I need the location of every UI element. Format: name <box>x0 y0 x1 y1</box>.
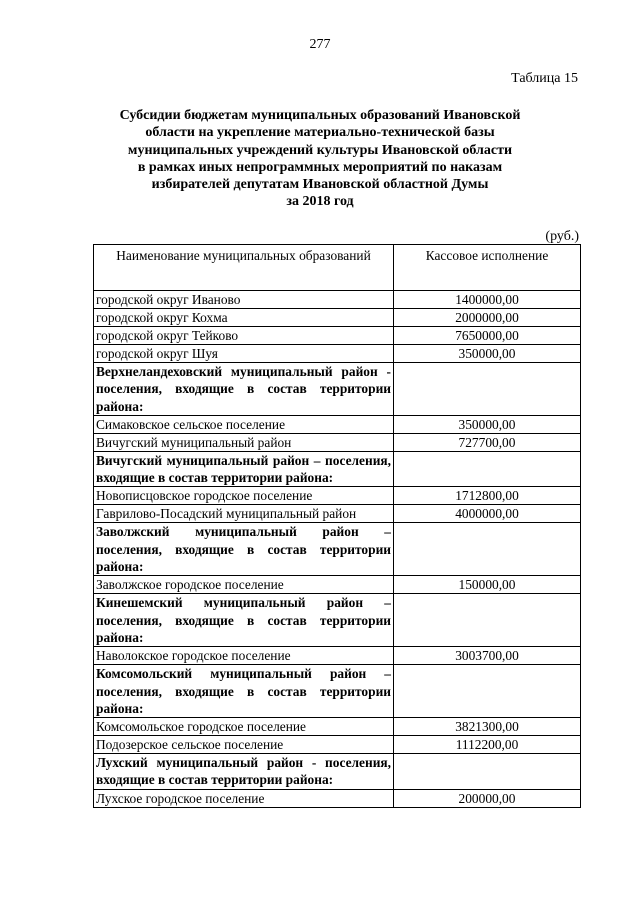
municipality-cell: Комсомольское городское поселение <box>94 718 394 736</box>
table-group-row <box>94 523 581 576</box>
municipality-cell: городской округ Иваново <box>94 291 394 309</box>
table-row <box>94 345 581 363</box>
table-row <box>94 309 581 327</box>
table-row <box>94 433 581 451</box>
table-row <box>94 415 581 433</box>
municipality-cell: городской округ Шуя <box>94 345 394 363</box>
municipality-cell: городской округ Кохма <box>94 309 394 327</box>
municipality-cell: Заволжское городское поселение <box>94 576 394 594</box>
table-row <box>94 647 581 665</box>
table-body <box>94 291 581 808</box>
table-row <box>94 291 581 309</box>
title-line: муниципальных учреждений культуры Ивановской области <box>127 142 513 158</box>
municipality-cell: Подозерское сельское поселение <box>94 736 394 754</box>
group-heading-cell: Лухский муниципальный район - поселения, входящие в состав территории района: <box>94 754 394 790</box>
table-row <box>94 505 581 523</box>
document-title <box>100 107 540 211</box>
amount-cell <box>394 594 581 647</box>
amount-cell: 150000,00 <box>394 576 581 594</box>
title-line: в рамках иных непрограммных мероприятий по наказам <box>137 159 503 175</box>
amount-cell: 7650000,00 <box>394 327 581 345</box>
amount-cell <box>394 754 581 790</box>
table-header-row <box>94 245 581 291</box>
municipality-cell: Вичугский муниципальный район <box>94 433 394 451</box>
title-line: Субсидии бюджетам муниципальных образований Ивановской <box>119 108 521 123</box>
table-row <box>94 789 581 807</box>
table-group-row <box>94 363 581 416</box>
amount-cell <box>394 523 581 576</box>
amount-cell: 3821300,00 <box>394 718 581 736</box>
table-group-row <box>94 754 581 790</box>
group-heading-cell: Вичугский муниципальный район – поселения, входящие в состав территории района: <box>94 451 394 487</box>
title-line: за 2018 год <box>286 194 354 210</box>
amount-cell: 3003700,00 <box>394 647 581 665</box>
amount-cell: 1112200,00 <box>394 736 581 754</box>
amount-cell <box>394 363 581 416</box>
amount-cell: 200000,00 <box>394 789 581 807</box>
municipality-cell: Новописцовское городское поселение <box>94 487 394 505</box>
table-row <box>94 736 581 754</box>
municipality-cell: Симаковское сельское поселение <box>94 415 394 433</box>
table-group-row <box>94 451 581 487</box>
amount-cell: 4000000,00 <box>394 505 581 523</box>
table-row <box>94 327 581 345</box>
municipality-cell: Гаврилово-Посадский муниципальный район <box>94 505 394 523</box>
table-group-row <box>94 665 581 718</box>
title-line: избирателей депутатам Ивановской областной Думы <box>151 177 489 193</box>
group-heading-cell: Кинешемский муниципальный район – поселения, входящие в состав территории района: <box>94 594 394 647</box>
municipality-cell: Лухское городское поселение <box>94 789 394 807</box>
amount-cell: 727700,00 <box>394 433 581 451</box>
table-row <box>94 718 581 736</box>
amount-cell: 350000,00 <box>394 415 581 433</box>
table-number: Таблица 15 <box>511 71 578 86</box>
table-row <box>94 487 581 505</box>
amount-cell: 1400000,00 <box>394 291 581 309</box>
table-group-row <box>94 594 581 647</box>
amount-cell <box>394 451 581 487</box>
page-number: 277 <box>309 37 331 52</box>
unit-label: (руб.) <box>545 229 579 244</box>
amount-cell <box>394 665 581 718</box>
group-heading-cell: Комсомольский муниципальный район – поселения, входящие в состав территории района: <box>94 665 394 718</box>
subsidy-table <box>93 244 581 808</box>
table-row <box>94 576 581 594</box>
title-line: области на укрепление материально-технической базы <box>145 125 495 141</box>
column-header-name: Наименование муниципальных образований <box>94 245 394 291</box>
amount-cell: 2000000,00 <box>394 309 581 327</box>
municipality-cell: городской округ Тейково <box>94 327 394 345</box>
amount-cell: 1712800,00 <box>394 487 581 505</box>
amount-cell: 350000,00 <box>394 345 581 363</box>
group-heading-cell: Заволжский муниципальный район – поселения, входящие в состав территории района: <box>94 523 394 576</box>
group-heading-cell: Верхнеландеховский муниципальный район - поселения, входящие в состав территории района: <box>94 363 394 416</box>
municipality-cell: Наволокское городское поселение <box>94 647 394 665</box>
column-header-amount: Кассовое исполнение <box>394 245 581 291</box>
